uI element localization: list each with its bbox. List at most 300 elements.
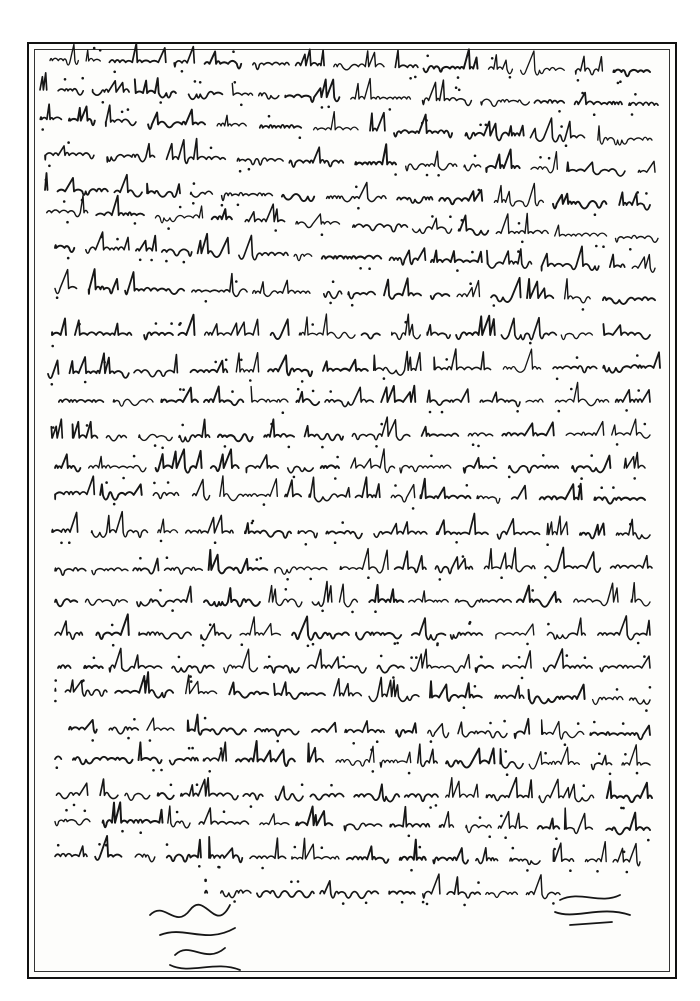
handwritten-word [354,784,399,801]
diacritic-dot [445,358,448,361]
handwritten-word [612,419,650,438]
diacritic-dot [616,688,619,691]
handwritten-word [69,720,97,733]
diacritic-dot [500,576,503,579]
diacritic-dot [435,804,438,807]
diacritic-dot [633,477,636,480]
diacritic-dot [578,485,581,488]
diacritic-dot [64,78,67,81]
diacritic-dot [637,642,640,645]
handwritten-word [218,434,253,441]
diacritic-dot [311,323,314,326]
diacritic-dot [472,443,475,446]
diacritic-dot [500,815,503,818]
handwritten-word [179,315,195,335]
diacritic-dot [321,446,324,449]
diacritic-dot [426,174,429,177]
diacritic-dot [584,656,587,659]
diacritic-dot [81,77,84,80]
handwritten-word [209,550,268,574]
handwritten-word [205,891,207,893]
diacritic-dot [623,851,626,854]
diacritic-dot [321,846,324,849]
handwritten-word [322,256,381,259]
diacritic-dot [619,80,622,83]
handwritten-word [456,599,512,607]
diacritic-dot [133,455,136,458]
handwritten-word [594,497,645,503]
handwritten-word [55,846,87,856]
handwritten-word [340,549,388,573]
diacritic-dot [357,207,360,210]
diacritic-dot [139,831,142,834]
handwritten-word [289,147,343,167]
handwritten-word [603,324,650,339]
diacritic-dot [167,481,170,484]
handwritten-word [411,649,470,672]
handwritten-word [55,756,61,759]
diacritic-dot [564,743,567,746]
handwritten-word [512,486,526,499]
handwritten-word [400,465,451,473]
diacritic-dot [409,77,412,80]
handwritten-word [125,272,184,294]
handwritten-word [390,248,426,265]
handwritten-word [250,838,286,858]
handwritten-word [136,236,156,251]
diacritic-dot [261,867,264,870]
handwritten-word [229,683,268,698]
handwritten-line [204,874,560,906]
handwritten-word [395,551,426,572]
handwritten-word [264,666,299,673]
handwritten-word [630,698,650,704]
handwritten-line [55,547,652,580]
handwritten-word [526,875,560,899]
handwritten-word [369,677,419,701]
diacritic-dot [170,322,173,325]
diacritic-dot [134,222,137,225]
handwritten-word [374,522,427,537]
handwritten-word [109,44,165,63]
diacritic-dot [594,213,597,216]
handwritten-word [555,382,608,405]
diacritic-dot [178,656,181,659]
diacritic-dot [121,111,124,114]
diacritic-dot [312,643,315,646]
diacritic-dot [636,772,639,775]
diacritic-dot [127,108,130,111]
handwritten-line [69,715,650,747]
diacritic-dot [276,740,279,743]
diacritic-dot [394,642,397,645]
diacritic-dot [368,267,371,270]
handwritten-word [629,102,658,105]
handwritten-word [236,741,295,766]
handwritten-word [55,599,77,606]
diacritic-dot [84,810,87,813]
handwritten-word [561,333,592,340]
handwritten-word [86,599,128,605]
handwritten-word [221,890,251,898]
handwritten-word [565,808,593,833]
handwritten-word [526,399,543,402]
diacritic-dot [73,804,76,807]
handwritten-word [353,224,408,232]
handwritten-word [168,806,190,828]
handwritten-word [309,477,350,501]
handwritten-word [158,793,174,799]
diacritic-dot [471,251,474,254]
handwritten-word [96,614,129,639]
diacritic-dot [285,588,288,591]
handwritten-word [209,837,242,863]
handwritten-word [253,62,289,69]
diacritic-dot [67,141,70,144]
diacritic-dot [629,248,632,251]
handwritten-word [340,584,358,607]
diacritic-dot [127,737,130,740]
handwritten-word [380,752,411,767]
diacritic-dot [636,191,639,194]
diacritic-dot [504,836,507,839]
diacritic-dot [204,880,207,883]
handwritten-word [510,858,540,864]
handwritten-word [585,842,606,862]
handwritten-word [351,449,395,473]
diacritic-dot [56,296,59,299]
diacritic-dot [582,308,585,311]
diacritic-dot [56,766,59,769]
handwritten-word [179,419,210,441]
diacritic-dot [321,233,324,236]
handwritten-word [236,353,258,372]
handwritten-word [114,175,142,197]
handwritten-word [259,93,279,99]
handwritten-word [377,665,404,672]
handwritten-word [476,665,494,672]
diacritic-dot [105,844,108,847]
handwritten-word [542,246,599,270]
diacritic-dot [98,843,101,846]
handwritten-word [439,812,453,827]
diacritic-dot [517,250,520,253]
handwritten-word [50,44,78,65]
handwritten-word [502,422,554,435]
diacritic-dot [546,543,549,546]
handwritten-word [356,632,401,640]
handwritten-word [390,807,429,827]
handwritten-word [73,757,133,764]
handwritten-word [593,697,623,705]
handwritten-word [55,476,94,499]
diacritic-dot [474,685,477,688]
handwritten-word [327,183,386,202]
diacritic-dot [81,199,84,202]
handwritten-word [137,587,192,607]
handwritten-word [148,110,205,129]
handwritten-word [553,366,597,373]
handwritten-word [539,779,594,802]
handwritten-word [575,93,622,105]
handwritten-word [428,724,449,738]
handwritten-line [40,73,658,116]
diacritic-dot [171,609,174,612]
diacritic-dot [78,323,81,326]
diacritic-dot [299,136,302,139]
handwritten-word [162,249,192,256]
diacritic-dot [595,245,598,248]
diacritic-dot [198,865,201,868]
diacritic-dot [181,424,184,427]
handwritten-word [52,319,66,336]
diacritic-dot [221,204,224,207]
handwritten-lines [40,44,660,907]
handwritten-word [55,819,90,826]
handwritten-word [55,270,77,294]
diacritic-dot [598,753,601,756]
handwritten-word [193,480,210,500]
handwritten-word [566,422,604,436]
handwritten-word [616,390,650,402]
diacritic-dot [547,623,550,626]
handwritten-word [496,213,548,233]
handwritten-word [538,818,560,828]
handwritten-word [406,151,457,170]
handwritten-word [497,519,539,539]
handwritten-word [237,158,283,165]
handwritten-word [92,568,128,575]
diacritic-dot [309,578,312,581]
handwritten-line [55,741,650,776]
handwritten-word [48,360,59,378]
handwritten-word [253,280,310,296]
handwritten-word [288,466,314,472]
handwritten-word [59,399,104,402]
handwritten-word [521,51,565,75]
diacritic-dot [294,846,297,849]
diacritic-dot [54,700,57,703]
diacritic-dot [181,70,184,73]
diacritic-dot [153,482,156,485]
diacritic-dot [122,477,125,480]
signatures [150,895,630,970]
handwritten-word [75,320,131,335]
handwritten-word [476,848,498,864]
handwritten-word [572,456,610,473]
diacritic-dot [558,410,561,413]
diacritic-dot [396,642,399,645]
diacritic-dot [286,578,289,581]
handwritten-word [189,92,223,100]
handwritten-word [631,583,650,606]
handwritten-word [100,484,142,499]
handwritten-word [324,291,342,298]
handwritten-line [52,512,650,546]
handwritten-line [51,417,650,449]
handwritten-word [433,848,468,864]
diacritic-dot [205,300,208,303]
diacritic-dot [297,880,300,883]
diacritic-dot [199,81,202,84]
handwritten-word [45,173,48,190]
handwritten-word [540,484,582,500]
handwritten-word [638,161,655,172]
handwritten-word [139,742,162,763]
diacritic-dot [249,379,252,382]
diacritic-dot [152,769,155,772]
diacritic-dot [179,322,182,325]
diacritic-dot [102,101,105,104]
diacritic-dot [631,113,634,116]
handwritten-word [555,225,607,236]
diacritic-dot [426,903,429,906]
handwritten-word [391,485,415,502]
diacritic-dot [463,706,466,709]
handwritten-word [486,778,532,801]
diacritic-dot [209,624,212,627]
handwritten-word [115,672,173,698]
handwritten-line [48,349,660,386]
handwritten-word [477,496,500,503]
handwritten-word [515,719,530,738]
handwritten-word [456,316,495,339]
handwritten-word [45,146,94,160]
handwritten-word [139,632,191,639]
diacritic-dot [458,89,461,92]
handwritten-line [45,139,655,177]
diacritic-dot [422,901,425,904]
handwritten-word [125,793,150,800]
handwritten-word [325,387,373,406]
diacritic-dot [461,219,464,222]
handwritten-line [55,232,655,272]
handwritten-word [423,80,472,105]
diacritic-dot [560,125,563,128]
handwritten-word [446,778,478,797]
diacritic-dot [252,520,255,523]
diacritic-dot [426,55,429,58]
diacritic-dot [220,747,223,750]
handwritten-line [55,449,645,480]
handwritten-word [192,274,247,297]
diacritic-dot [196,783,199,786]
handwritten-word [422,427,459,436]
diacritic-dot [170,784,173,787]
diacritic-dot [582,784,585,787]
handwritten-word [616,519,650,538]
handwritten-word [613,844,640,866]
diacritic-dot [509,76,512,79]
handwritten-word [58,178,108,195]
diacritic-dot [493,304,496,307]
diacritic-dot [570,388,573,391]
diacritic-dot [553,848,556,851]
handwritten-word [191,361,228,373]
diacritic-dot [479,124,482,127]
diacritic-dot [176,811,179,814]
handwritten-word [188,715,246,735]
handwritten-word [613,70,650,77]
handwritten-word [314,112,358,130]
diacritic-dot [113,71,116,74]
diacritic-dot [330,784,333,787]
diacritic-dot [518,222,521,225]
diacritic-dot [232,50,235,53]
handwritten-line [55,836,640,873]
diacritic-dot [342,902,345,905]
diacritic-dot [548,157,551,160]
handwritten-word [135,78,176,97]
handwritten-word [181,778,238,800]
handwritten-word [397,197,432,203]
diacritic-dot [474,155,477,158]
diacritic-dot [505,750,508,753]
handwritten-word [430,681,482,701]
handwritten-line [55,269,655,311]
diacritic-dot [429,806,432,809]
handwritten-word [501,318,556,340]
handwritten-word [321,465,339,468]
handwritten-line [50,44,650,85]
diacritic-dot [248,168,251,171]
diacritic-dot [182,388,185,391]
diacritic-dot [268,115,271,118]
diacritic-dot [255,558,258,561]
handwritten-word [285,480,301,496]
handwritten-word [96,196,144,216]
diacritic-dot [526,643,529,646]
diacritic-dot [250,805,253,808]
diacritic-dot [336,456,339,459]
diacritic-dot [620,807,623,810]
diacritic-dot [160,540,163,543]
diacritic-dot [149,739,152,742]
handwritten-word [312,723,336,732]
handwritten-word [201,624,231,640]
handwritten-word [296,214,340,228]
diacritic-dot [225,359,228,362]
handwritten-word [134,355,177,377]
handwritten-word [392,314,421,339]
signature-center [150,905,235,935]
handwritten-word [167,139,226,164]
diacritic-dot [351,611,354,614]
diacritic-dot [84,381,87,384]
handwritten-word [260,814,289,825]
handwritten-word [326,531,362,539]
diacritic-dot [389,108,392,111]
diacritic-dot [576,356,579,359]
handwritten-word [203,742,226,761]
diacritic-dot [191,747,194,750]
handwritten-word [257,891,314,898]
diacritic-dot [581,92,584,95]
handwritten-word [334,51,384,70]
handwritten-word [139,434,172,440]
diacritic-dot [66,221,69,224]
diacritic-dot [159,101,162,104]
diacritic-dot [231,390,234,393]
handwritten-word [486,891,518,897]
diacritic-dot [67,257,70,260]
diacritic-dot [193,182,196,185]
handwritten-word [424,49,478,72]
handwritten-word [576,56,603,74]
handwritten-word [600,656,650,672]
diacritic-dot [100,236,103,239]
diacritic-dot [565,144,568,147]
